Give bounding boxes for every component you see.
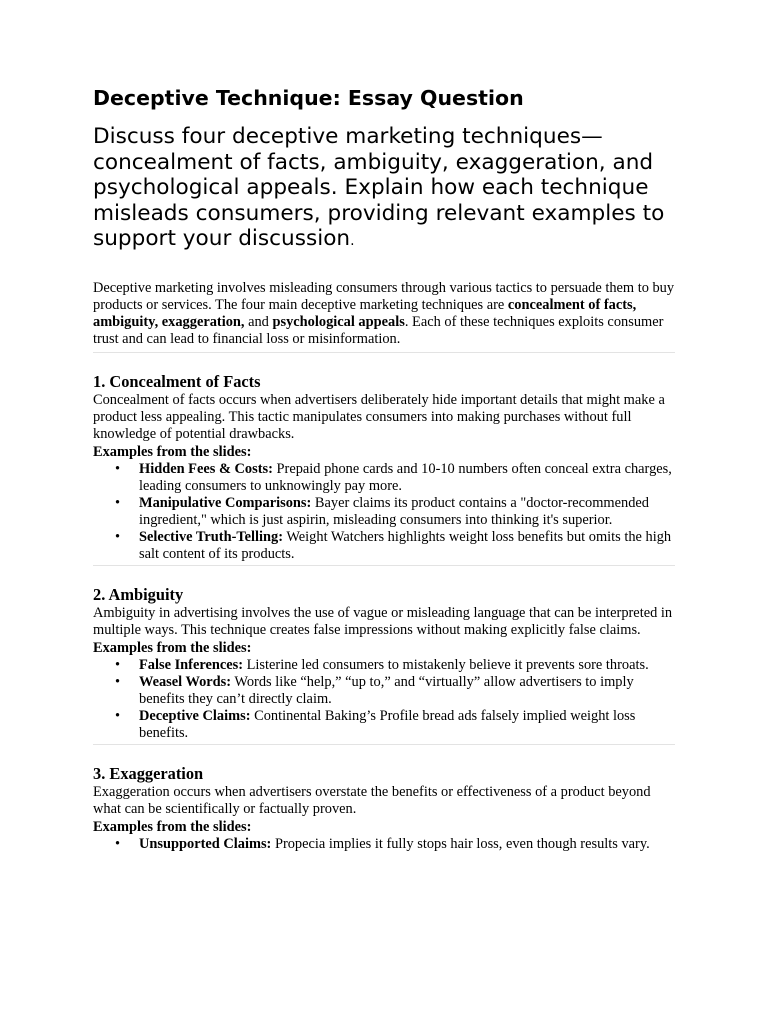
section-body: Ambiguity in advertising involves the use of vague or misleading language that can be interpreted in multiple ways. This technique creates false impressions without making explicitly false claims. — [93, 604, 673, 638]
examples-label: Examples from the slides: — [93, 639, 252, 656]
intro-bold-1: concealment of facts, ambiguity, exaggeration, — [93, 296, 637, 330]
section-concealment-of-facts — [93, 372, 675, 566]
intro-text-3: . Each of these techniques exploits consumer trust and can lead to financial loss or misinformation. — [93, 313, 664, 347]
list-item — [115, 673, 675, 708]
section-heading: 1. Concealment of Facts — [93, 371, 261, 391]
list-item — [115, 494, 675, 529]
example-text: Listerine led consumers to mistakenly believe it prevents sore throats. — [243, 656, 649, 673]
intro-text-2: and — [244, 313, 273, 330]
examples-list — [93, 461, 675, 563]
examples-label: Examples from the slides: — [93, 818, 252, 835]
essay-question-text: Discuss four deceptive marketing techniques—concealment of facts, ambiguity, exaggeration, and psychological appeals. Explain how each technique misleads consumers, providing relevant examples to support your discussion — [93, 124, 665, 251]
example-term: Weasel Words: — [139, 673, 232, 690]
section-body: Exaggeration occurs when advertisers overstate the benefits or effectiveness of a product beyond what can be scientifically or factually proven. — [93, 783, 651, 817]
list-item — [115, 460, 675, 495]
bullet-icon: • — [115, 656, 121, 673]
document-page — [93, 84, 675, 855]
example-text: Bayer claims its product contains a "doctor-recommended ingredient," which is just aspirin, misleading consumers into thinking it's superior. — [139, 494, 649, 528]
section-body: Concealment of facts occurs when advertisers deliberately hide important details that might make a product less appealing. This tactic manipulates consumers into making purchases without full knowledge of potential drawbacks. — [93, 391, 665, 442]
example-term: Hidden Fees & Costs: — [139, 460, 273, 477]
document-title: Deceptive Technique: Essay Question — [93, 86, 524, 110]
example-text: Weight Watchers highlights weight loss benefits but omits the high salt content of its products. — [139, 528, 672, 562]
list-item — [115, 528, 675, 563]
example-term: False Inferences: — [139, 656, 244, 673]
example-text: Propecia implies it fully stops hair loss, even though results vary. — [271, 835, 650, 852]
intro-paragraph — [93, 280, 675, 353]
examples-list — [93, 836, 675, 853]
essay-question-end-mark: . — [350, 233, 355, 249]
list-item — [115, 835, 675, 853]
bullet-icon: • — [115, 707, 121, 724]
bullet-icon: • — [115, 835, 121, 852]
examples-label: Examples from the slides: — [93, 443, 252, 460]
intro-bold-2: psychological appeals — [272, 313, 405, 330]
examples-list — [93, 657, 675, 742]
intro-text-1: Deceptive marketing involves misleading consumers through various tactics to persuade them to buy products or services. The four main deceptive marketing techniques are — [93, 279, 675, 313]
example-text: Words like “help,” “up to,” and “virtually” allow advertisers to imply benefits they can’t directly claim. — [139, 673, 634, 707]
bullet-icon: • — [115, 494, 121, 511]
bullet-icon: • — [115, 460, 121, 477]
example-term: Unsupported Claims: — [139, 835, 272, 852]
example-term: Manipulative Comparisons: — [139, 494, 312, 511]
section-heading: 3. Exaggeration — [93, 763, 204, 783]
section-heading: 2. Ambiguity — [93, 584, 184, 604]
section-ambiguity — [93, 585, 675, 745]
list-item — [115, 707, 675, 742]
section-exaggeration — [93, 764, 675, 855]
example-text: Continental Baking’s Profile bread ads falsely implied weight loss benefits. — [139, 707, 636, 741]
essay-question — [93, 124, 683, 255]
bullet-icon: • — [115, 528, 121, 545]
bullet-icon: • — [115, 673, 121, 690]
list-item — [115, 656, 675, 674]
example-term: Selective Truth-Telling: — [139, 528, 284, 545]
example-term: Deceptive Claims: — [139, 707, 251, 724]
example-text: Prepaid phone cards and 10-10 numbers often conceal extra charges, leading consumers to unknowingly pay more. — [139, 460, 672, 494]
